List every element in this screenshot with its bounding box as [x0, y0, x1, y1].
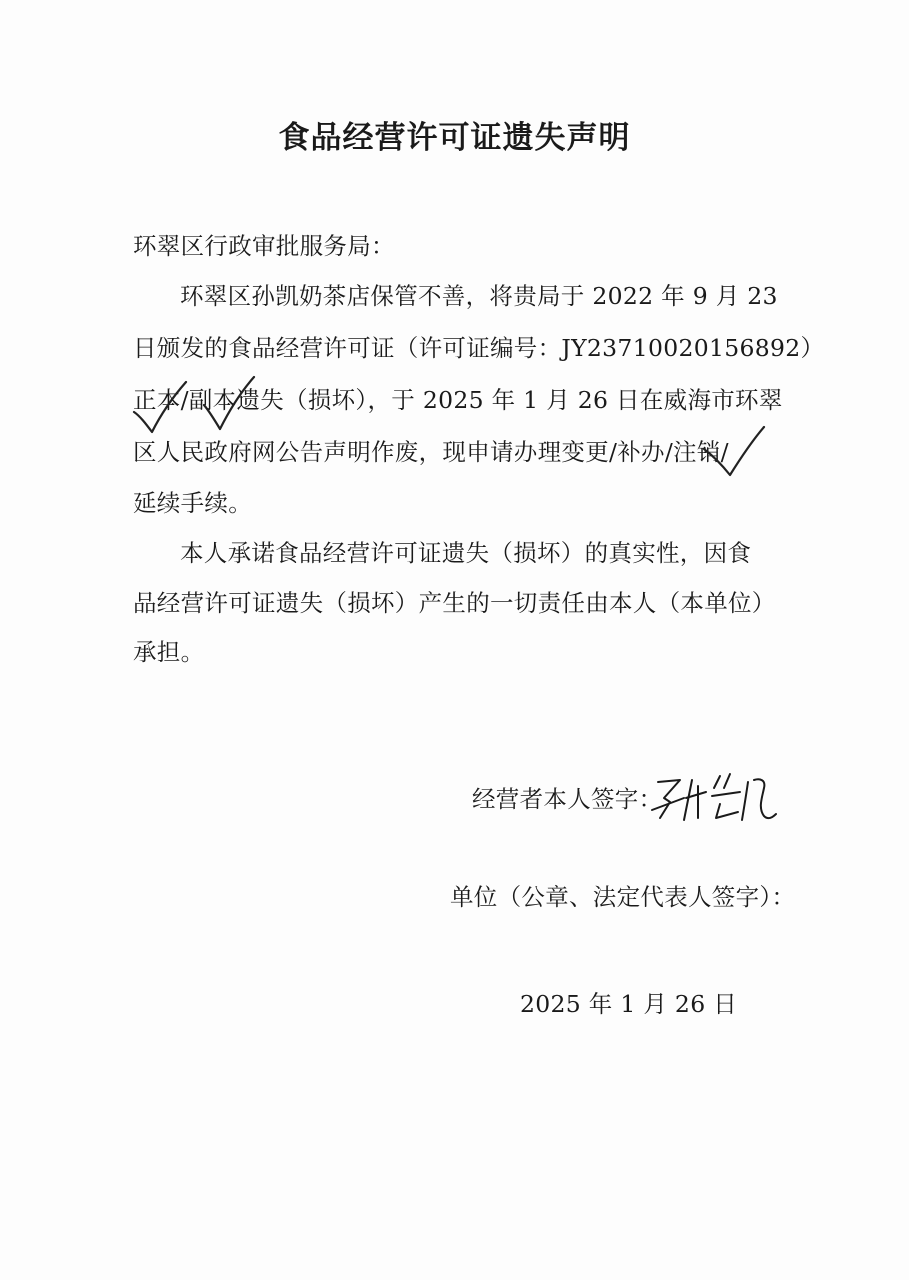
paragraph2-line1: 本人承诺食品经营许可证遗失（损坏）的真实性，因食 [180, 539, 752, 567]
handwritten-signature [650, 768, 780, 828]
paragraph2-line3: 承担。 [133, 638, 205, 666]
addressee: 环翠区行政审批服务局： [133, 232, 395, 260]
signature-label: 经营者本人签字： [472, 785, 663, 813]
declaration-date: 2025 年 1 月 26 日 [520, 990, 738, 1018]
unit-seal-label: 单位（公章、法定代表人签字）： [450, 883, 796, 911]
document-title: 食品经营许可证遗失声明 [278, 120, 631, 156]
paragraph1-line2: 日颁发的食品经营许可证（许可证编号：JY23710020156892） [133, 334, 825, 362]
checkmark-icon [200, 375, 260, 435]
paragraph1-line3: 正本/副本遗失（损坏），于 2025 年 1 月 26 日在威海市环翠 [133, 386, 783, 414]
checkmark-icon [130, 378, 190, 438]
paragraph1-line4: 区人民政府网公告声明作废，现申请办理变更/补办/注销/ [133, 438, 729, 466]
paragraph2-line2: 品经营许可证遗失（损坏）产生的一切责任由本人（本单位） [133, 589, 776, 617]
paragraph1-line1: 环翠区孙凯奶茶店保管不善，将贵局于 2022 年 9 月 23 [180, 282, 778, 310]
checkmark-icon [700, 425, 770, 485]
paragraph1-line5: 延续手续。 [133, 489, 252, 517]
